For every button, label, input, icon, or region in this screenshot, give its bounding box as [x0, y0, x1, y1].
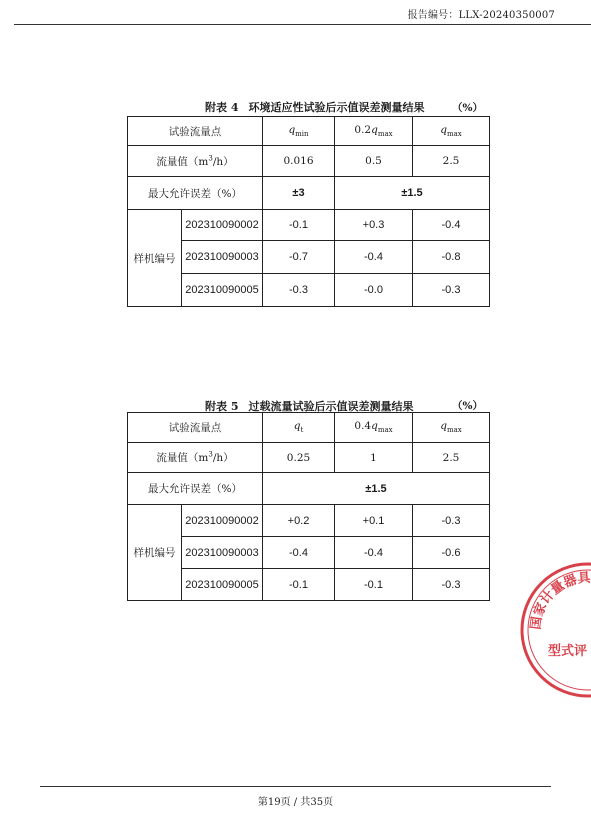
report-number: 报告编号：LLX-20240350007 [407, 10, 555, 21]
table5-sample-id: 202310090002 [182, 505, 263, 537]
svg-text:国家计量器具: 国家计量器具 [528, 570, 591, 631]
page-number: 第19页 / 共35页 [257, 797, 334, 808]
table5-value: -0.1 [335, 569, 413, 601]
table4-point-3: $q_{max}$ [413, 117, 490, 146]
table5-row-mpe [128, 473, 490, 505]
table5-value: -0.6 [413, 537, 490, 569]
table5-mpe: ±1.5 [263, 473, 490, 505]
header-rule [14, 24, 591, 25]
table5-header-point: 试验流量点 [128, 413, 263, 443]
table5-flow-2: 1 [335, 443, 413, 473]
table4-row-flow [128, 146, 490, 177]
footer-rule [40, 786, 551, 787]
table5-sample-id: 202310090005 [182, 569, 263, 601]
table5-value: +0.1 [335, 505, 413, 537]
table5 [127, 412, 490, 601]
table4-value: -0.4 [413, 210, 490, 241]
table5-point-1: $q_t$ [263, 413, 335, 443]
table4-title-text: 环境适应性试验后示值误差测量结果 [248, 101, 425, 114]
table4-flow-1: 0.016 [263, 146, 335, 177]
table-row [128, 241, 490, 274]
table4-value: -0.1 [263, 210, 335, 241]
table4-point-1: $q_{min}$ [263, 117, 335, 146]
table5-flow-1: 0.25 [263, 443, 335, 473]
table5-flow-3: 2.5 [413, 443, 490, 473]
table4-title [205, 99, 424, 115]
table-row [128, 537, 490, 569]
table4-header-point: 试验流量点 [128, 117, 263, 146]
table4-value: -0.0 [335, 274, 413, 307]
table5-title-label: 附表 5 [205, 400, 239, 413]
table5-value: -0.1 [263, 569, 335, 601]
table4-unit: （%） [452, 102, 483, 114]
table4-sample-id: 202310090002 [182, 210, 263, 241]
table5-header-mpe: 最大允许误差（%） [128, 473, 263, 505]
table5-unit: （%） [452, 400, 483, 412]
table4-value: -0.3 [413, 274, 490, 307]
table4-mpe-1: ±3 [263, 177, 335, 210]
seal-stamp-icon [518, 560, 591, 700]
table5-value: -0.3 [413, 569, 490, 601]
table5-sample-id: 202310090003 [182, 537, 263, 569]
table4-value: -0.3 [263, 274, 335, 307]
table4-sample-id: 202310090005 [182, 274, 263, 307]
table5-row-flow [128, 443, 490, 473]
table4-value: +0.3 [335, 210, 413, 241]
table5-value: -0.3 [413, 505, 490, 537]
table4-flow-2: 0.5 [335, 146, 413, 177]
table-row [128, 505, 490, 537]
table-row [128, 210, 490, 241]
table5-sample-label: 样机编号 [128, 505, 182, 601]
table4-value: -0.4 [335, 241, 413, 274]
table4-title-label: 附表 4 [205, 101, 239, 114]
table5-point-3: $q_{max}$ [413, 413, 490, 443]
table5-value: +0.2 [263, 505, 335, 537]
table-row [128, 274, 490, 307]
table4-row-mpe [128, 177, 490, 210]
table4-sample-label: 样机编号 [128, 210, 182, 307]
table4-flow-3: 2.5 [413, 146, 490, 177]
table5-value: -0.4 [263, 537, 335, 569]
table5-title-text: 过载流量试验后示值误差测量结果 [248, 400, 414, 413]
table5-value: -0.4 [335, 537, 413, 569]
table5-header-flow: 流量值$(m^3/h)$ [128, 443, 263, 473]
table-row [128, 569, 490, 601]
table4 [127, 116, 490, 307]
table4-header-flow: 流量值$(m^3/h)$ [128, 146, 263, 177]
table5-point-2: $0.4q_{max}$ [335, 413, 413, 443]
table4-value: -0.8 [413, 241, 490, 274]
table4-mpe-2: ±1.5 [335, 177, 490, 210]
svg-text:型式评: 型式评 [548, 644, 588, 659]
table5-row-points [128, 413, 490, 443]
table4-header-mpe: 最大允许误差（%） [128, 177, 263, 210]
table4-row-points [128, 117, 490, 146]
table4-value: -0.7 [263, 241, 335, 274]
table4-point-2: $0.2q_{max}$ [335, 117, 413, 146]
table4-sample-id: 202310090003 [182, 241, 263, 274]
